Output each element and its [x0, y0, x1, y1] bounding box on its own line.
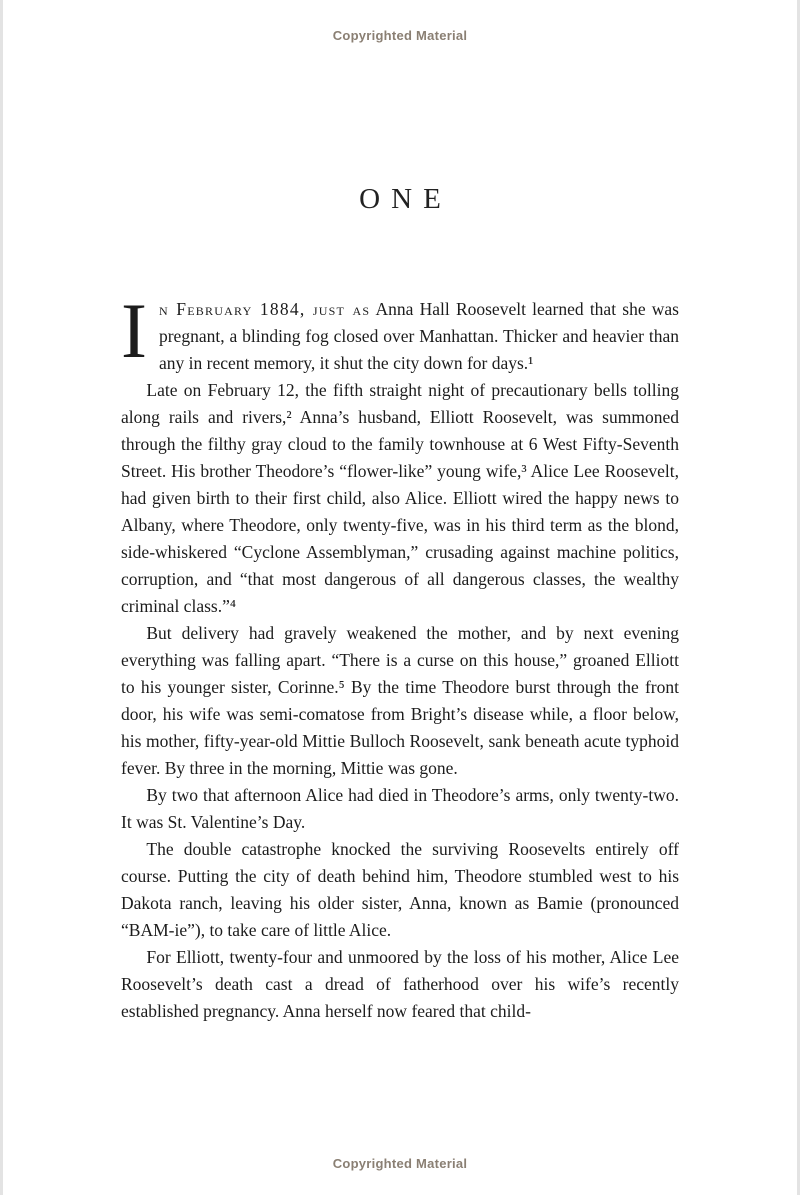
copyright-notice-top: Copyrighted Material [332, 28, 468, 43]
paragraph: But delivery had gravely weakened the mother, and by next evening everything was falling apart. “There is a curse on this house,” groaned Elliott to his younger sister, Corinne.⁵ By the time Theodore burst through the front door, his wife was semi-comatose from Bright’s disease while, a floor below, his mother, fifty-year-old Mittie Bulloch Roosevelt, sank beneath acute typhoid fever. By three in the morning, Mittie was gone. [121, 623, 679, 778]
copyright-notice-bottom: Copyrighted Material [332, 1156, 468, 1171]
paragraph-opening [121, 287, 679, 377]
paragraph: By two that afternoon Alice had died in Theodore’s arms, only twenty-two. It was St. Valentine’s Day. [121, 785, 679, 832]
opening-text: Anna Hall Roosevelt learned that she was pregnant, a blinding fog closed over Manhattan. Thicker and heavier than any in recent memory, it shut the city down for days.¹ [158, 299, 679, 373]
paragraph: Late on February 12, the fifth straight night of precautionary bells tolling along rails and rivers,² Anna’s husband, Elliott Roosevelt, was summoned through the filthy gray cloud to the family townhouse at 6 West Fifty-Seventh Street. His brother Theodore’s “flower-like” young wife,³ Alice Lee Roosevelt, had given birth to their first child, also Alice. Elliott wired the happy news to Albany, where Theodore, only twenty-five, was in his third term as the blond, side-whiskered “Cyclone Assemblyman,” crusading against machine politics, corruption, and “that most dangerous of all dangerous classes, the wealthy criminal class.”⁴ [121, 380, 679, 616]
body-text [121, 287, 679, 1025]
paragraph: For Elliott, twenty-four and unmoored by the loss of his mother, Alice Lee Roosevelt’s death cast a dread of fatherhood over his wife’s recently established pregnancy. Anna herself now feared that child- [121, 947, 679, 1021]
paragraph: The double catastrophe knocked the surviving Roosevelts entirely off course. Putting the city of death behind him, Theodore stumbled west to his Dakota ranch, leaving his older sister, Anna, known as Bamie (pronounced “BAM-ie”), to take care of little Alice. [121, 839, 679, 940]
drop-cap: I [121, 287, 147, 374]
chapter-title: ONE [359, 183, 452, 215]
opening-small-caps: n February 1884, just as [158, 299, 371, 319]
